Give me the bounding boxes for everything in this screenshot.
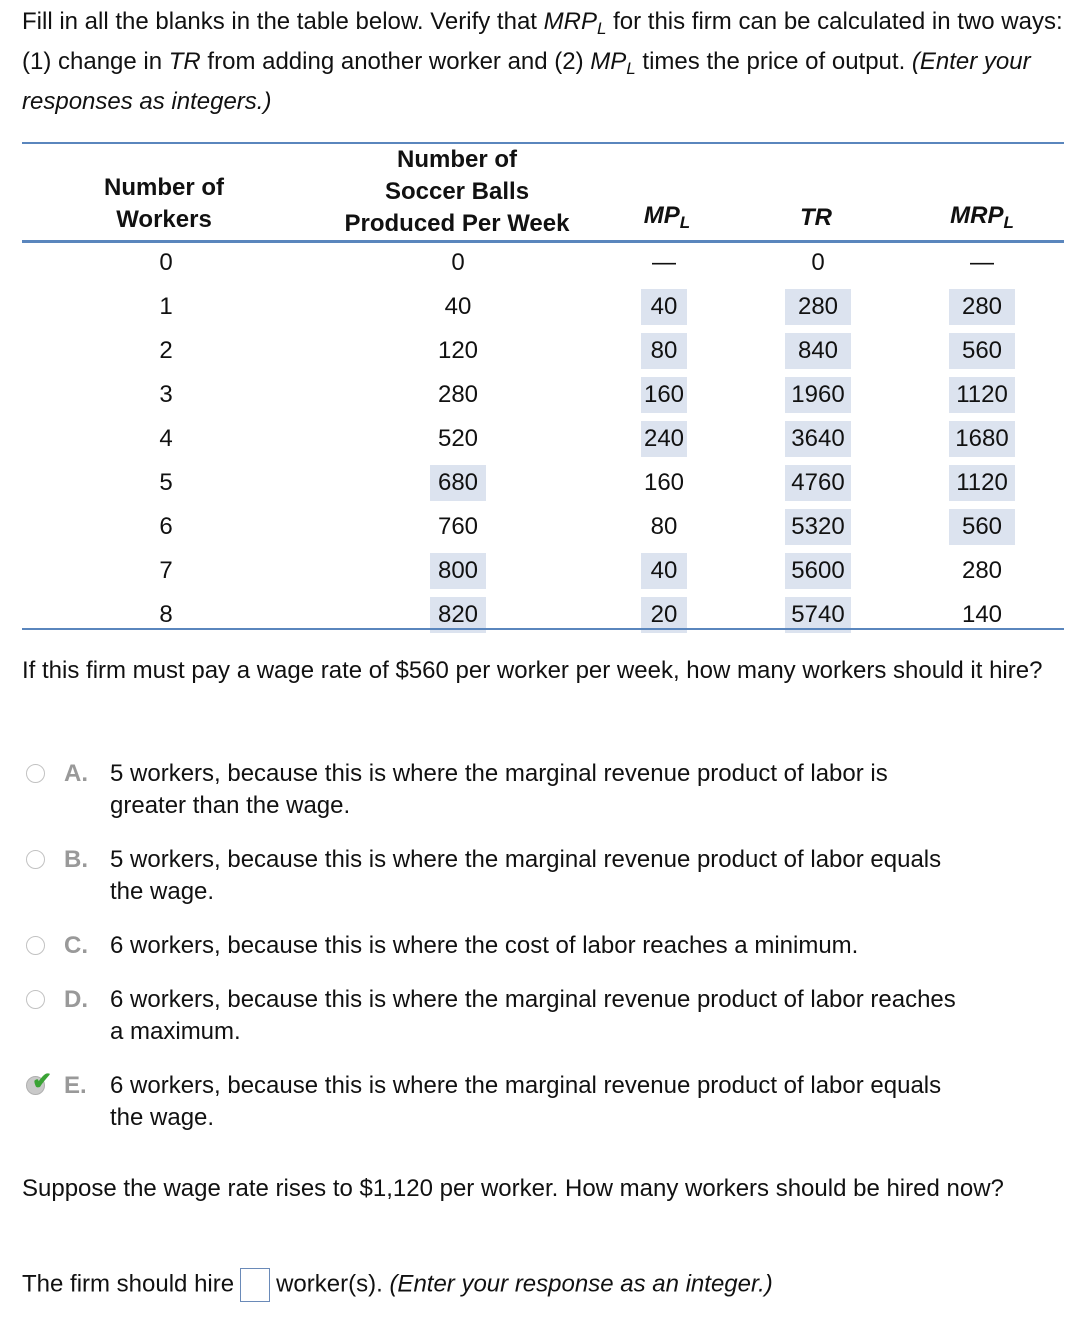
check-icon: ✔ — [32, 1068, 53, 1095]
question-wage-560: If this firm must pay a wage rate of $560 per worker per week, how many workers should it hire? — [22, 657, 1043, 684]
cell-tr-row-7[interactable]: 5600 — [785, 553, 851, 589]
option-text: 6 workers, because this is where the marginal revenue product of labor equals the wage. — [110, 1072, 942, 1131]
cell-mrpl-row-7: 280 — [961, 557, 1003, 584]
header-tr: TR — [800, 204, 832, 231]
option-letter: A. — [64, 760, 88, 787]
cell-tr-row-4[interactable]: 3640 — [785, 421, 851, 457]
mp-term: $MP_L$ — [590, 48, 636, 78]
cell-mrpl-row-4[interactable]: 1680 — [949, 421, 1015, 457]
question-wage-1120: Suppose the wage rate rises to $1,120 per worker. How many workers should be hired now? — [22, 1175, 1004, 1202]
option-letter: B. — [64, 846, 88, 873]
option-text: 6 workers, because this is where the marginal revenue product of labor reaches a maximum. — [110, 986, 956, 1045]
cell-workers-row-5: 5 — [159, 469, 173, 496]
cell-mrpl-row-3[interactable]: 1120 — [949, 377, 1015, 413]
cell-mpl-row-0: — — [652, 249, 676, 276]
cell-workers-row-6: 6 — [159, 513, 173, 540]
cell-tr-row-8[interactable]: 5740 — [785, 597, 851, 633]
option-letter: D. — [64, 986, 88, 1013]
option-text: 6 workers, because this is where the cost of labor reaches a minimum. — [110, 932, 859, 959]
cell-mpl-row-1[interactable]: 40 — [641, 289, 687, 325]
cell-mpl-row-4[interactable]: 240 — [641, 421, 687, 457]
radio-button[interactable] — [26, 936, 45, 955]
workers-answer-input[interactable] — [240, 1268, 270, 1302]
option-text: 5 workers, because this is where the marginal revenue product of labor is greater than the wage. — [110, 760, 888, 819]
cell-workers-row-7: 7 — [159, 557, 173, 584]
cell-mpl-row-2[interactable]: 80 — [641, 333, 687, 369]
cell-balls-row-6: 760 — [437, 513, 479, 540]
cell-mrpl-row-1[interactable]: 280 — [949, 289, 1015, 325]
header-mrpl: $MRP_L$ — [950, 202, 1014, 232]
cell-mpl-row-6: 80 — [650, 513, 678, 540]
radio-button[interactable] — [26, 764, 45, 783]
table-header-rule — [22, 240, 1064, 243]
cell-mrpl-row-6[interactable]: 560 — [949, 509, 1015, 545]
cell-tr-row-6[interactable]: 5320 — [785, 509, 851, 545]
cell-tr-row-5[interactable]: 4760 — [785, 465, 851, 501]
cell-balls-row-2: 120 — [437, 337, 479, 364]
cell-tr-row-1[interactable]: 280 — [785, 289, 851, 325]
cell-mrpl-row-2[interactable]: 560 — [949, 333, 1015, 369]
cell-mpl-row-3[interactable]: 160 — [641, 377, 687, 413]
cell-mpl-row-7[interactable]: 40 — [641, 553, 687, 589]
tr-term: TR — [168, 48, 201, 75]
cell-tr-row-0: 0 — [811, 249, 825, 276]
option-letter: E. — [64, 1072, 87, 1099]
cell-tr-row-2[interactable]: 840 — [785, 333, 851, 369]
radio-button[interactable] — [26, 990, 45, 1009]
cell-mrpl-row-8: 140 — [961, 601, 1003, 628]
cell-workers-row-2: 2 — [159, 337, 173, 364]
cell-workers-row-3: 3 — [159, 381, 173, 408]
cell-balls-row-1: 40 — [444, 293, 472, 320]
answer-line: The firm should hire worker(s). (Enter your response as an integer.) — [22, 1268, 773, 1302]
cell-balls-row-5[interactable]: 680 — [430, 465, 486, 501]
cell-mrpl-row-5[interactable]: 1120 — [949, 465, 1015, 501]
cell-mpl-row-8[interactable]: 20 — [641, 597, 687, 633]
option-letter: C. — [64, 932, 88, 959]
instructions-hint: (Enter your responses as integers.) — [22, 48, 1031, 115]
header-workers: Number of Workers — [104, 174, 224, 233]
cell-balls-row-3: 280 — [437, 381, 479, 408]
header-soccer-balls: Number of Soccer Balls Produced Per Week — [344, 146, 570, 237]
cell-balls-row-0: 0 — [451, 249, 465, 276]
instructions: Fill in all the blanks in the table below. Verify that $MRP_L$ for this firm can be calculated in two ways: (1) change in TR from adding another worker and (2) $MP_L$ times the price of output. (Enter your responses as integers.) — [22, 8, 1063, 115]
table-bottom-rule — [22, 628, 1064, 630]
cell-balls-row-4: 520 — [437, 425, 479, 452]
cell-workers-row-8: 8 — [159, 601, 173, 628]
cell-tr-row-3[interactable]: 1960 — [785, 377, 851, 413]
cell-balls-row-7[interactable]: 800 — [430, 553, 486, 589]
cell-workers-row-4: 4 — [159, 425, 173, 452]
cell-mrpl-row-0: — — [970, 249, 994, 276]
cell-workers-row-0: 0 — [159, 249, 173, 276]
option-text: 5 workers, because this is where the marginal revenue product of labor equals the wage. — [110, 846, 942, 905]
cell-workers-row-1: 1 — [159, 293, 173, 320]
cell-balls-row-8[interactable]: 820 — [430, 597, 486, 633]
mrp-term: $MRP_L$ — [543, 8, 607, 38]
radio-button[interactable] — [26, 850, 45, 869]
cell-mpl-row-5: 160 — [643, 469, 685, 496]
header-mpl: $MP_L$ — [643, 202, 691, 232]
